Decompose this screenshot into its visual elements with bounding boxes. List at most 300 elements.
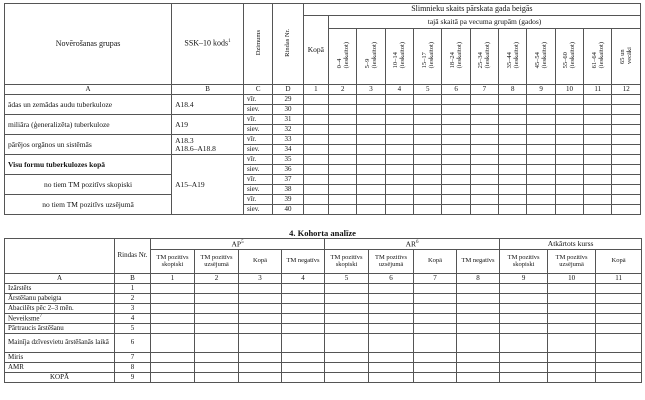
data-cell[interactable]	[500, 373, 548, 383]
data-cell[interactable]	[303, 155, 328, 165]
data-cell[interactable]	[612, 145, 641, 155]
data-cell[interactable]	[195, 363, 239, 373]
column-number: 2	[195, 274, 239, 284]
data-cell[interactable]	[369, 314, 414, 324]
data-cell[interactable]	[527, 195, 555, 205]
data-cell[interactable]	[151, 284, 195, 294]
outcome-name: Ārstēšanu pabeigta	[5, 294, 115, 304]
data-cell[interactable]	[357, 105, 385, 115]
data-cell[interactable]	[329, 165, 357, 175]
data-cell[interactable]	[369, 324, 414, 334]
data-cell[interactable]	[584, 125, 612, 135]
total-name: Visu formu tuberkulozes kopā	[5, 155, 172, 175]
data-cell[interactable]	[584, 205, 612, 215]
data-cell[interactable]	[239, 294, 282, 304]
data-cell[interactable]	[470, 165, 498, 175]
data-cell[interactable]	[527, 95, 555, 105]
data-cell[interactable]	[329, 95, 357, 105]
data-cell[interactable]	[499, 115, 527, 125]
data-cell[interactable]	[414, 304, 457, 314]
data-cell[interactable]	[457, 304, 500, 314]
data-cell[interactable]	[329, 135, 357, 145]
data-cell[interactable]	[457, 363, 500, 373]
data-cell[interactable]	[457, 353, 500, 363]
data-cell[interactable]	[555, 165, 583, 175]
data-cell[interactable]	[329, 115, 357, 125]
data-cell[interactable]	[239, 353, 282, 363]
data-cell[interactable]	[414, 334, 457, 353]
data-cell[interactable]	[499, 165, 527, 175]
data-cell[interactable]	[499, 95, 527, 105]
age-group-header: 0–4 (ieskaitot)	[329, 29, 357, 85]
data-cell[interactable]	[548, 334, 596, 353]
data-cell[interactable]	[457, 324, 500, 334]
data-cell[interactable]	[442, 105, 470, 115]
data-cell[interactable]	[385, 125, 413, 135]
data-cell[interactable]	[555, 145, 583, 155]
data-cell[interactable]	[555, 195, 583, 205]
data-cell[interactable]	[414, 353, 457, 363]
header-total: Kopā	[303, 16, 328, 85]
row-number: 36	[273, 165, 303, 175]
data-cell[interactable]	[239, 284, 282, 294]
data-cell[interactable]	[239, 373, 282, 383]
data-cell[interactable]	[584, 105, 612, 115]
data-cell[interactable]	[195, 353, 239, 363]
cohort-table	[4, 238, 642, 383]
data-cell[interactable]	[612, 165, 641, 175]
data-cell[interactable]	[612, 95, 641, 105]
data-cell[interactable]	[195, 284, 239, 294]
data-cell[interactable]	[282, 314, 325, 324]
data-cell[interactable]	[369, 304, 414, 314]
data-cell[interactable]	[548, 373, 596, 383]
data-cell[interactable]	[357, 155, 385, 165]
data-cell[interactable]	[414, 205, 442, 215]
data-cell[interactable]	[500, 304, 548, 314]
data-cell[interactable]	[414, 135, 442, 145]
data-cell[interactable]	[385, 205, 413, 215]
data-cell[interactable]	[414, 284, 457, 294]
data-cell[interactable]	[548, 324, 596, 334]
data-cell[interactable]	[303, 135, 328, 145]
data-cell[interactable]	[470, 155, 498, 165]
data-cell[interactable]	[584, 185, 612, 195]
data-cell[interactable]	[500, 363, 548, 373]
data-cell[interactable]	[499, 205, 527, 215]
data-cell[interactable]	[457, 294, 500, 304]
data-cell[interactable]	[303, 185, 328, 195]
data-cell[interactable]	[282, 294, 325, 304]
data-cell[interactable]	[195, 304, 239, 314]
data-cell[interactable]	[325, 324, 369, 334]
data-cell[interactable]	[442, 165, 470, 175]
data-cell[interactable]	[195, 294, 239, 304]
data-cell[interactable]	[325, 294, 369, 304]
data-cell[interactable]	[195, 324, 239, 334]
subgroup-smear: no tiem TM pozitīvs skopiski	[5, 175, 172, 195]
row-number: 2	[115, 294, 151, 304]
data-cell[interactable]	[329, 105, 357, 115]
data-cell[interactable]	[385, 165, 413, 175]
gender: vīr.	[243, 95, 272, 105]
data-cell[interactable]	[329, 175, 357, 185]
data-cell[interactable]	[555, 105, 583, 115]
data-cell[interactable]	[151, 353, 195, 363]
data-cell[interactable]	[596, 304, 642, 314]
data-cell[interactable]	[303, 95, 328, 105]
header-repeat-course: Atkārtots kurss	[500, 239, 642, 250]
data-cell[interactable]	[500, 284, 548, 294]
data-cell[interactable]	[414, 125, 442, 135]
data-cell[interactable]	[470, 95, 498, 105]
data-cell[interactable]	[584, 155, 612, 165]
data-cell[interactable]	[151, 334, 195, 353]
outcome-name: Izārstēts	[5, 284, 115, 294]
data-cell[interactable]	[369, 353, 414, 363]
data-cell[interactable]	[555, 175, 583, 185]
data-cell[interactable]	[369, 334, 414, 353]
data-cell[interactable]	[414, 185, 442, 195]
data-cell[interactable]	[470, 115, 498, 125]
data-cell[interactable]	[527, 175, 555, 185]
data-cell[interactable]	[357, 175, 385, 185]
data-cell[interactable]	[470, 105, 498, 115]
data-cell[interactable]	[584, 95, 612, 105]
data-cell[interactable]	[499, 125, 527, 135]
outcome-name: Abacilēts pēc 2–3 mēn.	[5, 304, 115, 314]
data-cell[interactable]	[303, 175, 328, 185]
row-number: 35	[273, 155, 303, 165]
data-cell[interactable]	[303, 195, 328, 205]
data-cell[interactable]	[414, 324, 457, 334]
data-cell[interactable]	[414, 363, 457, 373]
data-cell[interactable]	[357, 205, 385, 215]
data-cell[interactable]	[442, 115, 470, 125]
column-letter: B	[115, 274, 151, 284]
data-cell[interactable]	[151, 373, 195, 383]
data-cell[interactable]	[385, 115, 413, 125]
data-cell[interactable]	[357, 115, 385, 125]
data-cell[interactable]	[548, 284, 596, 294]
data-cell[interactable]	[596, 353, 642, 363]
data-cell[interactable]	[548, 363, 596, 373]
data-cell[interactable]	[584, 175, 612, 185]
outcome-name: Miris	[5, 353, 115, 363]
data-cell[interactable]	[500, 294, 548, 304]
data-cell[interactable]	[499, 195, 527, 205]
data-cell[interactable]	[548, 353, 596, 363]
data-cell[interactable]	[555, 155, 583, 165]
data-cell[interactable]	[329, 195, 357, 205]
data-cell[interactable]	[499, 135, 527, 145]
cohort-sub-header: TM negatīvs	[282, 250, 325, 274]
table-row	[5, 304, 642, 314]
data-cell[interactable]	[442, 195, 470, 205]
data-cell[interactable]	[612, 155, 641, 165]
data-cell[interactable]	[584, 165, 612, 175]
column-letter: A	[5, 85, 172, 95]
data-cell[interactable]	[357, 145, 385, 155]
data-cell[interactable]	[282, 353, 325, 363]
data-cell[interactable]	[357, 125, 385, 135]
data-cell[interactable]	[151, 294, 195, 304]
data-cell[interactable]	[596, 294, 642, 304]
data-cell[interactable]	[369, 373, 414, 383]
data-cell[interactable]	[555, 185, 583, 195]
data-cell[interactable]	[596, 324, 642, 334]
data-cell[interactable]	[357, 95, 385, 105]
data-cell[interactable]	[612, 185, 641, 195]
data-cell[interactable]	[414, 175, 442, 185]
data-cell[interactable]	[414, 145, 442, 155]
data-cell[interactable]	[239, 304, 282, 314]
age-group-header: 35–44 (ieskaitot)	[499, 29, 527, 85]
data-cell[interactable]	[369, 284, 414, 294]
data-cell[interactable]	[195, 373, 239, 383]
data-cell[interactable]	[239, 334, 282, 353]
data-cell[interactable]	[499, 175, 527, 185]
data-cell[interactable]	[414, 373, 457, 383]
data-cell[interactable]	[385, 95, 413, 105]
data-cell[interactable]	[442, 155, 470, 165]
section-title: 4. Kohorta analīze	[289, 228, 356, 238]
column-number: 7	[414, 274, 457, 284]
subgroup-culture: no tiem TM pozitīvs uzsējumā	[5, 195, 172, 215]
data-cell[interactable]	[151, 363, 195, 373]
table-row	[5, 324, 642, 334]
header-ssk: SSK–10 kods$^1$	[172, 4, 244, 85]
data-cell[interactable]	[584, 115, 612, 125]
data-cell[interactable]	[442, 185, 470, 195]
data-cell[interactable]	[385, 175, 413, 185]
data-cell[interactable]	[527, 115, 555, 125]
data-cell[interactable]	[414, 155, 442, 165]
ssk-code: A19	[172, 115, 244, 135]
data-cell[interactable]	[303, 115, 328, 125]
data-cell[interactable]	[414, 105, 442, 115]
data-cell[interactable]	[442, 95, 470, 105]
data-cell[interactable]	[385, 185, 413, 195]
data-cell[interactable]	[470, 135, 498, 145]
data-cell[interactable]	[555, 125, 583, 135]
data-cell[interactable]	[527, 165, 555, 175]
data-cell[interactable]	[357, 165, 385, 175]
gender: vīr.	[243, 135, 272, 145]
data-cell[interactable]	[325, 334, 369, 353]
data-cell[interactable]	[282, 284, 325, 294]
data-cell[interactable]	[357, 135, 385, 145]
data-cell[interactable]	[195, 334, 239, 353]
data-cell[interactable]	[414, 314, 457, 324]
data-cell[interactable]	[584, 195, 612, 205]
data-cell[interactable]	[239, 314, 282, 324]
data-cell[interactable]	[500, 334, 548, 353]
data-cell[interactable]	[282, 324, 325, 334]
age-group-header: 25–34 (ieskaitot)	[470, 29, 498, 85]
outcome-name: Mainīja dzīvesvietu ārstēšanās laikā	[5, 334, 115, 353]
data-cell[interactable]	[303, 105, 328, 115]
data-cell[interactable]	[548, 294, 596, 304]
data-cell[interactable]	[470, 205, 498, 215]
data-cell[interactable]	[555, 115, 583, 125]
data-cell[interactable]	[442, 125, 470, 135]
data-cell[interactable]	[325, 353, 369, 363]
data-cell[interactable]	[357, 195, 385, 205]
data-cell[interactable]	[303, 145, 328, 155]
header-ap: $AP^5$	[151, 239, 325, 250]
data-cell[interactable]	[527, 185, 555, 195]
column-number: 5	[325, 274, 369, 284]
outcome-name: Neveiksme$^7$	[5, 314, 115, 324]
table-row	[5, 334, 642, 353]
data-cell[interactable]	[239, 363, 282, 373]
row-number: 37	[273, 175, 303, 185]
data-cell[interactable]	[414, 294, 457, 304]
column-number: 11	[584, 85, 612, 95]
data-cell[interactable]	[500, 314, 548, 324]
data-cell[interactable]	[414, 165, 442, 175]
data-cell[interactable]	[195, 314, 239, 324]
data-cell[interactable]	[325, 314, 369, 324]
data-cell[interactable]	[596, 314, 642, 324]
cohort-sub-header: TM pozitīvs uzsējumā	[548, 250, 596, 274]
header-age-groups: tajā skaitā pa vecuma grupām (gados)	[329, 16, 641, 29]
data-cell[interactable]	[414, 195, 442, 205]
data-cell[interactable]	[385, 105, 413, 115]
data-cell[interactable]	[442, 175, 470, 185]
data-cell[interactable]	[282, 304, 325, 314]
data-cell[interactable]	[612, 175, 641, 185]
row-number: 33	[273, 135, 303, 145]
data-cell[interactable]	[499, 155, 527, 165]
column-number: 2	[329, 85, 357, 95]
outcome-name: KOPĀ	[5, 373, 115, 383]
data-cell[interactable]	[500, 353, 548, 363]
data-cell[interactable]	[385, 145, 413, 155]
data-cell[interactable]	[499, 185, 527, 195]
data-cell[interactable]	[527, 135, 555, 145]
data-cell[interactable]	[457, 373, 500, 383]
data-cell[interactable]	[369, 294, 414, 304]
data-cell[interactable]	[325, 373, 369, 383]
row-number: 32	[273, 125, 303, 135]
data-cell[interactable]	[555, 135, 583, 145]
header-row-number: Rindas Nr.	[273, 4, 303, 85]
data-cell[interactable]	[527, 155, 555, 165]
data-cell[interactable]	[442, 145, 470, 155]
data-cell[interactable]	[282, 363, 325, 373]
data-cell[interactable]	[470, 145, 498, 155]
data-cell[interactable]	[385, 195, 413, 205]
cohort-header-blank	[5, 239, 115, 274]
data-cell[interactable]	[325, 363, 369, 373]
data-cell[interactable]	[584, 145, 612, 155]
column-number: 10	[555, 85, 583, 95]
cohort-sub-header: TM pozitīvs skopiski	[151, 250, 195, 274]
data-cell[interactable]	[470, 125, 498, 135]
data-cell[interactable]	[325, 304, 369, 314]
data-cell[interactable]	[457, 284, 500, 294]
data-cell[interactable]	[499, 145, 527, 155]
data-cell[interactable]	[527, 105, 555, 115]
data-cell[interactable]	[282, 373, 325, 383]
data-cell[interactable]	[548, 304, 596, 314]
row-number: 8	[115, 363, 151, 373]
data-cell[interactable]	[414, 115, 442, 125]
data-cell[interactable]	[596, 363, 642, 373]
data-cell[interactable]	[303, 205, 328, 215]
data-cell[interactable]	[612, 115, 641, 125]
group-name: miliāra (ģeneralizēta) tuberkuloze	[5, 115, 172, 135]
data-cell[interactable]	[282, 334, 325, 353]
data-cell[interactable]	[442, 135, 470, 145]
data-cell[interactable]	[325, 284, 369, 294]
data-cell[interactable]	[357, 185, 385, 195]
data-cell[interactable]	[612, 125, 641, 135]
data-cell[interactable]	[329, 155, 357, 165]
data-cell[interactable]	[596, 334, 642, 353]
data-cell[interactable]	[596, 373, 642, 383]
data-cell[interactable]	[329, 185, 357, 195]
gender: siev.	[243, 145, 272, 155]
data-cell[interactable]	[385, 135, 413, 145]
data-cell[interactable]	[527, 205, 555, 215]
gender: siev.	[243, 165, 272, 175]
data-cell[interactable]	[555, 205, 583, 215]
data-cell[interactable]	[470, 175, 498, 185]
data-cell[interactable]	[612, 205, 641, 215]
data-cell[interactable]	[151, 324, 195, 334]
data-cell[interactable]	[612, 105, 641, 115]
data-cell[interactable]	[548, 314, 596, 324]
data-cell[interactable]	[470, 185, 498, 195]
outcome-name: AMR	[5, 363, 115, 373]
data-cell[interactable]	[457, 314, 500, 324]
data-cell[interactable]	[151, 304, 195, 314]
row-number: 29	[273, 95, 303, 105]
column-letter: D	[273, 85, 303, 95]
gender: vīr.	[243, 175, 272, 185]
data-cell[interactable]	[555, 95, 583, 105]
data-cell[interactable]	[527, 145, 555, 155]
data-cell[interactable]	[442, 205, 470, 215]
data-cell[interactable]	[329, 205, 357, 215]
data-cell[interactable]	[612, 135, 641, 145]
data-cell[interactable]	[385, 155, 413, 165]
data-cell[interactable]	[596, 284, 642, 294]
data-cell[interactable]	[369, 363, 414, 373]
group-name: pārējos orgānos un sistēmās	[5, 135, 172, 155]
data-cell[interactable]	[303, 165, 328, 175]
data-cell[interactable]	[584, 135, 612, 145]
data-cell[interactable]	[499, 105, 527, 115]
column-number: 3	[239, 274, 282, 284]
data-cell[interactable]	[457, 334, 500, 353]
data-cell[interactable]	[414, 95, 442, 105]
ssk-code: A18.4	[172, 95, 244, 115]
data-cell[interactable]	[500, 324, 548, 334]
data-cell[interactable]	[303, 125, 328, 135]
data-cell[interactable]	[329, 145, 357, 155]
column-letter: A	[5, 274, 115, 284]
data-cell[interactable]	[527, 125, 555, 135]
data-cell[interactable]	[151, 314, 195, 324]
data-cell[interactable]	[470, 195, 498, 205]
data-cell[interactable]	[329, 125, 357, 135]
data-cell[interactable]	[612, 195, 641, 205]
data-cell[interactable]	[239, 324, 282, 334]
